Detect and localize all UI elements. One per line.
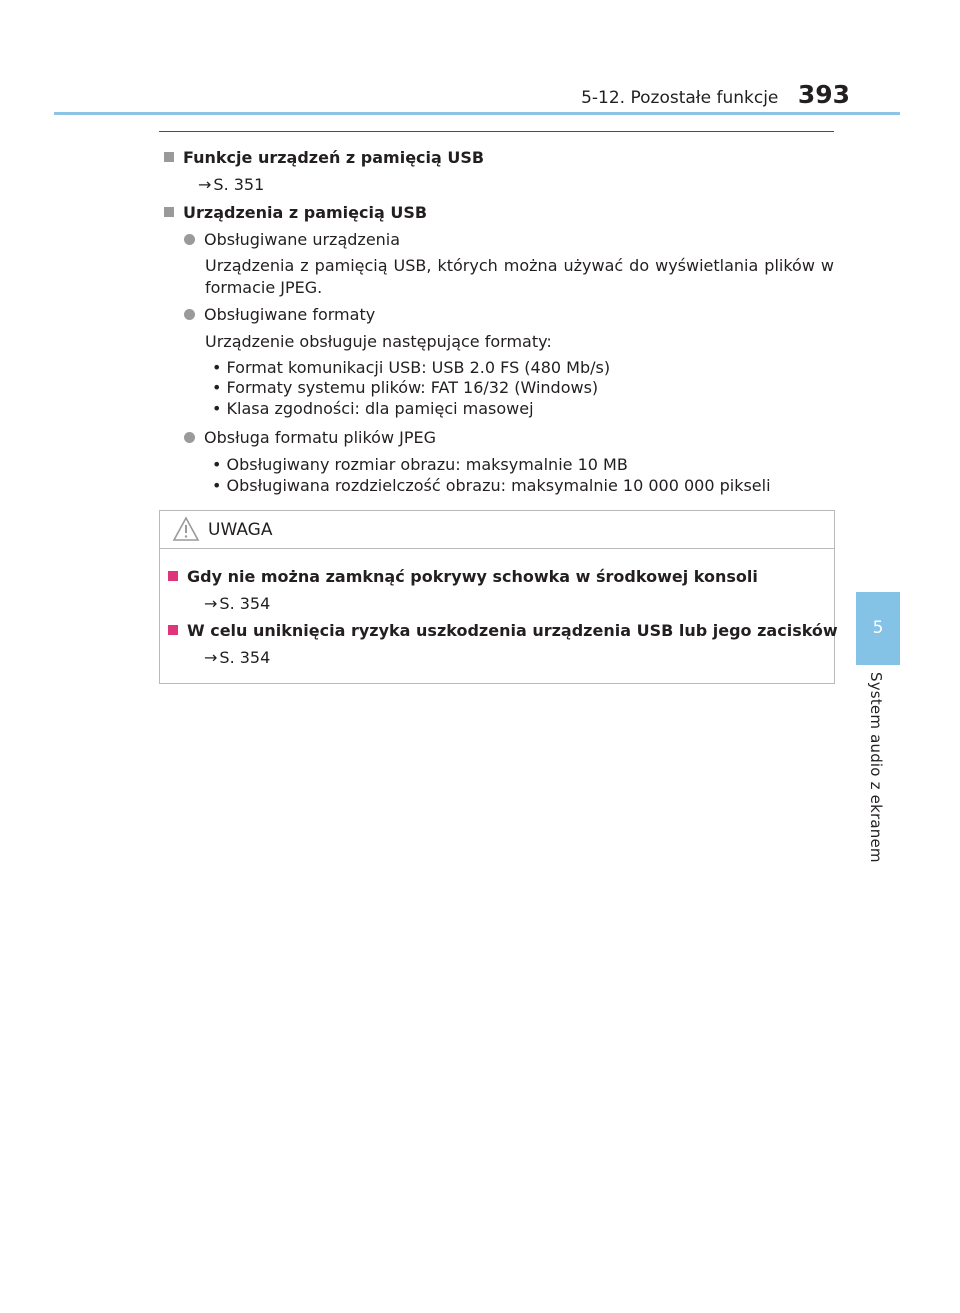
list-item: • Formaty systemu plików: FAT 16/32 (Windows) xyxy=(212,378,599,397)
warning-triangle-icon xyxy=(172,516,200,542)
content-rule xyxy=(159,131,834,132)
list-item: • Klasa zgodności: dla pamięci masowej xyxy=(212,399,534,418)
circle-bullet-icon xyxy=(184,432,195,443)
bullet-icon: • xyxy=(212,358,222,377)
list-item: • Format komunikacji USB: USB 2.0 FS (480 Mb/s) xyxy=(212,358,611,377)
circle-bullet-icon xyxy=(184,234,195,245)
chapter-tab[interactable] xyxy=(856,592,900,665)
circle-bullet-icon xyxy=(184,309,195,320)
page-reference[interactable]: → S. 354 xyxy=(204,594,271,613)
bullet-icon: • xyxy=(212,476,222,495)
list-item: • Obsługiwana rozdzielczość obrazu: maksymalnie 10 000 000 pikseli xyxy=(212,476,771,495)
square-marker-icon xyxy=(164,152,174,162)
paragraph: Urządzenia z pamięcią USB, których można używać do wyświetlania plików w formacie JPEG. xyxy=(205,256,834,297)
bullet-icon: • xyxy=(212,399,222,418)
notice-item-heading: W celu uniknięcia ryzyka uszkodzenia urządzenia USB lub jego zacisków xyxy=(168,621,838,640)
section-title: 5-12. Pozostałe funkcje xyxy=(581,88,779,108)
bullet-icon: • xyxy=(212,378,222,397)
section-heading: Funkcje urządzeń z pamięcią USB xyxy=(164,148,484,167)
arrow-icon: → xyxy=(204,648,218,667)
page-reference[interactable]: → S. 354 xyxy=(204,648,271,667)
subsection-heading: Obsługiwane formaty xyxy=(184,305,375,324)
page-reference[interactable]: → S. 351 xyxy=(198,175,265,194)
paragraph: Urządzenie obsługuje następujące formaty: xyxy=(205,332,552,351)
chapter-number: 5 xyxy=(872,618,884,638)
square-marker-icon xyxy=(168,571,178,581)
square-marker-icon xyxy=(164,207,174,217)
arrow-icon: → xyxy=(198,175,212,194)
list-item: • Obsługiwany rozmiar obrazu: maksymalnie 10 MB xyxy=(212,455,628,474)
page-number: 393 xyxy=(797,80,850,109)
notice-header xyxy=(160,511,834,549)
chapter-label: System audio z ekranem xyxy=(867,672,885,863)
notice-box xyxy=(159,510,838,684)
page-header xyxy=(0,80,850,109)
subsection-heading: Obsługiwane urządzenia xyxy=(184,230,400,249)
section-heading: Urządzenia z pamięcią USB xyxy=(164,203,427,222)
notice-title: UWAGA xyxy=(208,520,273,540)
subsection-heading: Obsługa formatu plików JPEG xyxy=(184,428,436,447)
arrow-icon: → xyxy=(204,594,218,613)
square-marker-icon xyxy=(168,625,178,635)
notice-item-heading: Gdy nie można zamknąć pokrywy schowka w środkowej konsoli xyxy=(168,567,758,586)
bullet-icon: • xyxy=(212,455,222,474)
header-rule xyxy=(54,112,900,115)
